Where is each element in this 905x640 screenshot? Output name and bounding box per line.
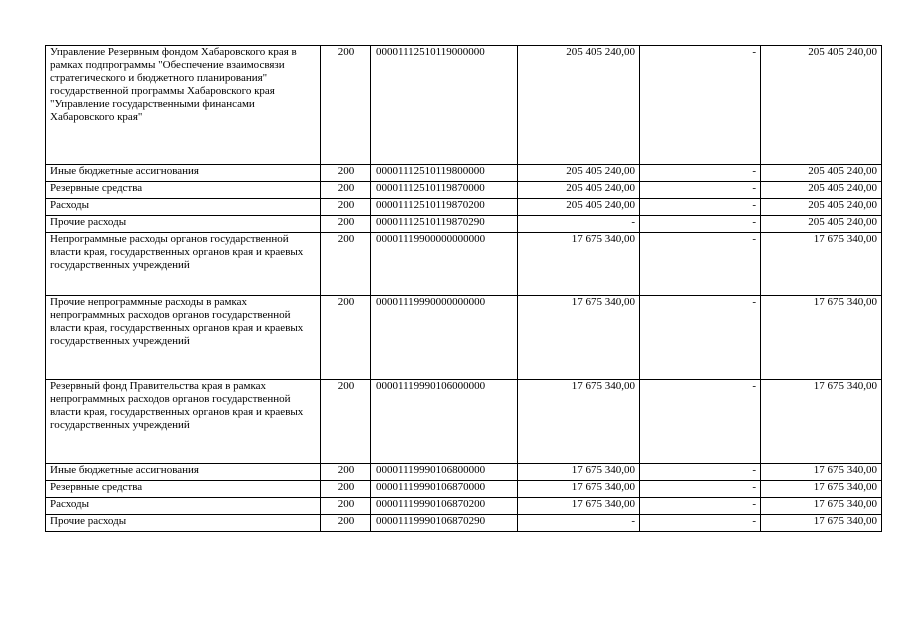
row-approved-amount-cell: 17 675 340,00	[518, 464, 640, 481]
row-admin-code-cell: 200	[321, 481, 371, 498]
row-admin-code-cell: 200	[321, 216, 371, 233]
row-classification-code-cell: 00001112510119870290	[371, 216, 518, 233]
row-admin-code-cell: 200	[321, 182, 371, 199]
row-executed-amount-cell: -	[640, 515, 761, 532]
row-remaining-amount-cell: 205 405 240,00	[761, 216, 882, 233]
row-approved-amount-cell: 205 405 240,00	[518, 199, 640, 216]
row-executed-amount-cell: -	[640, 182, 761, 199]
row-name-cell: Иные бюджетные ассигнования	[46, 165, 321, 182]
row-admin-code-cell: 200	[321, 380, 371, 464]
table-row	[46, 464, 882, 481]
row-classification-code-cell: 00001112510119870000	[371, 182, 518, 199]
row-executed-amount-cell: -	[640, 46, 761, 165]
row-classification-code-cell: 00001119990106000000	[371, 380, 518, 464]
row-classification-code-cell: 00001119990106870000	[371, 481, 518, 498]
row-executed-amount-cell: -	[640, 498, 761, 515]
row-classification-code-cell: 00001112510119800000	[371, 165, 518, 182]
row-approved-amount-cell: 17 675 340,00	[518, 233, 640, 296]
table-row	[46, 216, 882, 233]
row-remaining-amount-cell: 205 405 240,00	[761, 199, 882, 216]
table-row	[46, 46, 882, 165]
row-classification-code-cell: 00001119990106800000	[371, 464, 518, 481]
row-admin-code-cell: 200	[321, 296, 371, 380]
row-approved-amount-cell: 17 675 340,00	[518, 296, 640, 380]
row-admin-code-cell: 200	[321, 464, 371, 481]
row-name-cell: Прочие расходы	[46, 216, 321, 233]
row-remaining-amount-cell: 17 675 340,00	[761, 464, 882, 481]
row-name-cell: Управление Резервным фондом Хабаровского края в рамках подпрограммы "Обеспечение взаимосвязи стратегического и бюджетного планирования" государственной программы Хабаровского края "Управление государственными финансами Хабаровского края"	[46, 46, 321, 165]
row-remaining-amount-cell: 205 405 240,00	[761, 165, 882, 182]
row-executed-amount-cell: -	[640, 165, 761, 182]
row-approved-amount-cell: 17 675 340,00	[518, 380, 640, 464]
row-remaining-amount-cell: 17 675 340,00	[761, 481, 882, 498]
row-executed-amount-cell: -	[640, 199, 761, 216]
row-executed-amount-cell: -	[640, 233, 761, 296]
row-name-cell: Резервные средства	[46, 182, 321, 199]
row-admin-code-cell: 200	[321, 46, 371, 165]
row-approved-amount-cell: -	[518, 515, 640, 532]
table-row	[46, 481, 882, 498]
row-admin-code-cell: 200	[321, 233, 371, 296]
row-name-cell: Расходы	[46, 498, 321, 515]
row-approved-amount-cell: 205 405 240,00	[518, 182, 640, 199]
row-executed-amount-cell: -	[640, 296, 761, 380]
row-remaining-amount-cell: 17 675 340,00	[761, 380, 882, 464]
row-classification-code-cell: 00001112510119000000	[371, 46, 518, 165]
row-remaining-amount-cell: 17 675 340,00	[761, 498, 882, 515]
row-executed-amount-cell: -	[640, 216, 761, 233]
table-row	[46, 182, 882, 199]
row-name-cell: Резервный фонд Правительства края в рамках непрограммных расходов органов государственной власти края, государственных органов края и краевых государственных учреждений	[46, 380, 321, 464]
row-name-cell: Расходы	[46, 199, 321, 216]
row-admin-code-cell: 200	[321, 515, 371, 532]
row-executed-amount-cell: -	[640, 464, 761, 481]
row-name-cell: Прочие расходы	[46, 515, 321, 532]
row-name-cell: Иные бюджетные ассигнования	[46, 464, 321, 481]
table-row	[46, 199, 882, 216]
row-executed-amount-cell: -	[640, 380, 761, 464]
table-row	[46, 165, 882, 182]
row-name-cell: Непрограммные расходы органов государственной власти края, государственных органов края и краевых государственных учреждений	[46, 233, 321, 296]
row-classification-code-cell: 00001112510119870200	[371, 199, 518, 216]
row-approved-amount-cell: -	[518, 216, 640, 233]
row-remaining-amount-cell: 205 405 240,00	[761, 46, 882, 165]
row-classification-code-cell: 00001119990106870200	[371, 498, 518, 515]
row-approved-amount-cell: 205 405 240,00	[518, 165, 640, 182]
row-admin-code-cell: 200	[321, 199, 371, 216]
row-approved-amount-cell: 17 675 340,00	[518, 481, 640, 498]
row-executed-amount-cell: -	[640, 481, 761, 498]
table-row	[46, 498, 882, 515]
row-classification-code-cell: 00001119900000000000	[371, 233, 518, 296]
row-remaining-amount-cell: 17 675 340,00	[761, 233, 882, 296]
row-approved-amount-cell: 205 405 240,00	[518, 46, 640, 165]
table-row	[46, 233, 882, 296]
row-remaining-amount-cell: 205 405 240,00	[761, 182, 882, 199]
row-name-cell: Прочие непрограммные расходы в рамках непрограммных расходов органов государственной власти края, государственных органов края и краевых государственных учреждений	[46, 296, 321, 380]
row-classification-code-cell: 00001119990000000000	[371, 296, 518, 380]
table-row	[46, 515, 882, 532]
table-row	[46, 380, 882, 464]
table-row	[46, 296, 882, 380]
row-approved-amount-cell: 17 675 340,00	[518, 498, 640, 515]
row-admin-code-cell: 200	[321, 498, 371, 515]
row-remaining-amount-cell: 17 675 340,00	[761, 296, 882, 380]
row-name-cell: Резервные средства	[46, 481, 321, 498]
row-classification-code-cell: 00001119990106870290	[371, 515, 518, 532]
row-remaining-amount-cell: 17 675 340,00	[761, 515, 882, 532]
row-admin-code-cell: 200	[321, 165, 371, 182]
budget-expenditure-table	[45, 45, 882, 532]
